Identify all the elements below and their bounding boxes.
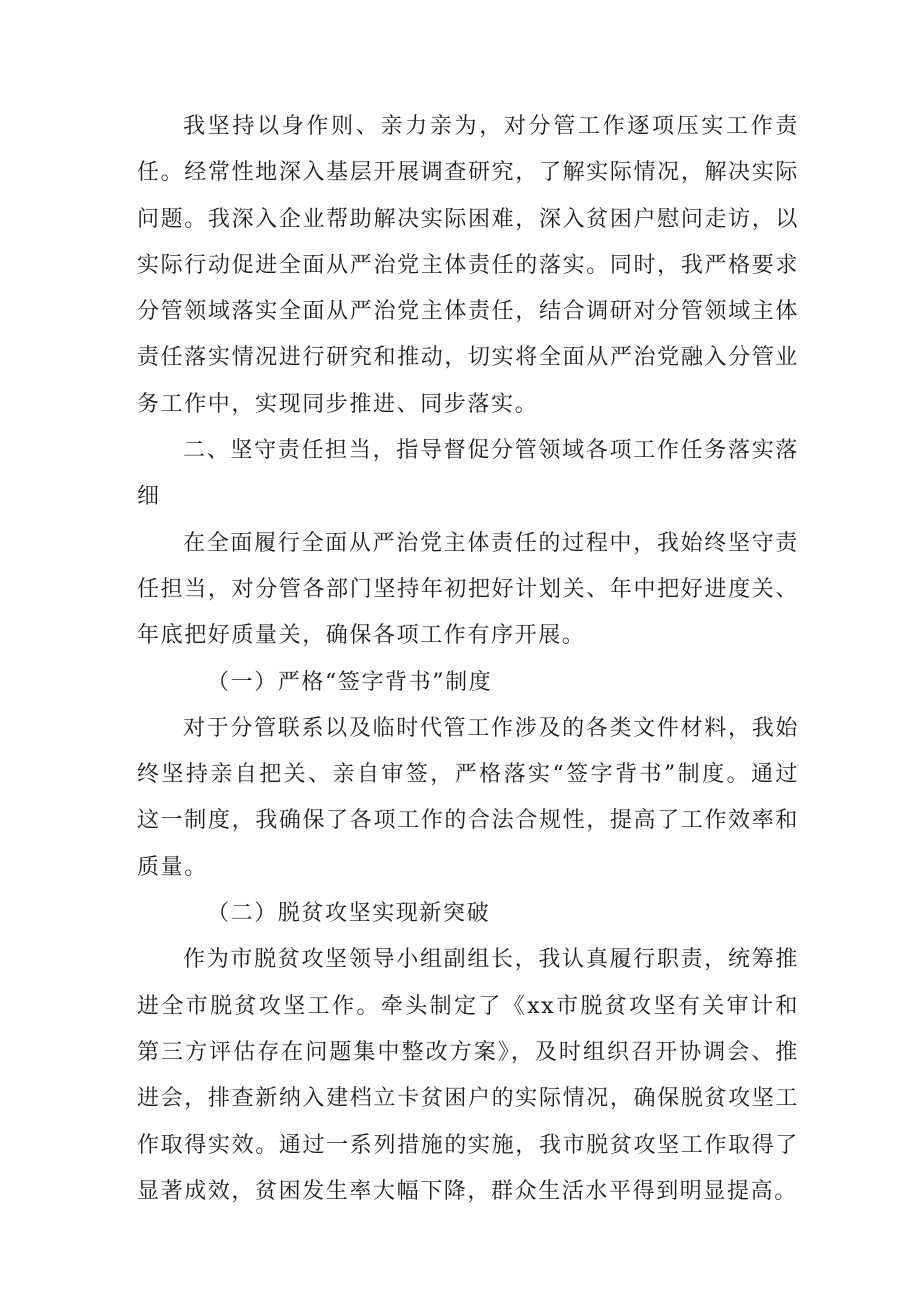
subsection-heading-two: （二）脱贫攻坚实现新突破	[207, 901, 491, 927]
body-paragraph-poverty: 作为市脱贫攻坚领导小组副组长，我认真履行职责，统筹推进全市脱贫攻坚工作。牵头制定了《xx市脱贫攻坚有关审计和第三方评估存在问题集中整改方案》，及时组织召开协调会、推进会，排查新纳入建档立卡贫困户的实际情况，确保脱贫攻坚工作取得实效。通过一系列措施的实施，我市脱贫攻坚工作取得了显著成效，贫困发生率大幅下降，群众生活水平得到明显提高。	[137, 947, 799, 1204]
body-paragraph-signature: 对于分管联系以及临时代管工作涉及的各类文件材料，我始终坚持亲自把关、亲自审签，严格落实“签字背书”制度。通过这一制度，我确保了各项工作的合法合规性，提高了工作效率和质量。	[137, 715, 799, 880]
document-page	[137, 104, 799, 1215]
body-paragraph-duty: 在全面履行全面从严治党主体责任的过程中，我始终坚守责任担当，对分管各部门坚持年初把好计划关、年中把好进度关、年底把好质量关，确保各项工作有序开展。	[137, 530, 799, 649]
subsection-heading-one: （一）严格“签字背书”制度	[207, 669, 493, 695]
body-paragraph-responsibility: 我坚持以身作则、亲力亲为，对分管工作逐项压实工作责任。经常性地深入基层开展调查研究，了解实际情况，解决实际问题。我深入企业帮助解决实际困难，深入贫困户慰问走访，以实际行动促进全面从严治党主体责任的落实。同时，我严格要求分管领域落实全面从严治党主体责任，结合调研对分管领域主体责任落实情况进行研究和推动，切实将全面从严治党融入分管业务工作中，实现同步推进、同步落实。	[137, 114, 799, 417]
section-heading-two: 二、坚守责任担当，指导督促分管领域各项工作任务落实落细	[137, 438, 799, 510]
